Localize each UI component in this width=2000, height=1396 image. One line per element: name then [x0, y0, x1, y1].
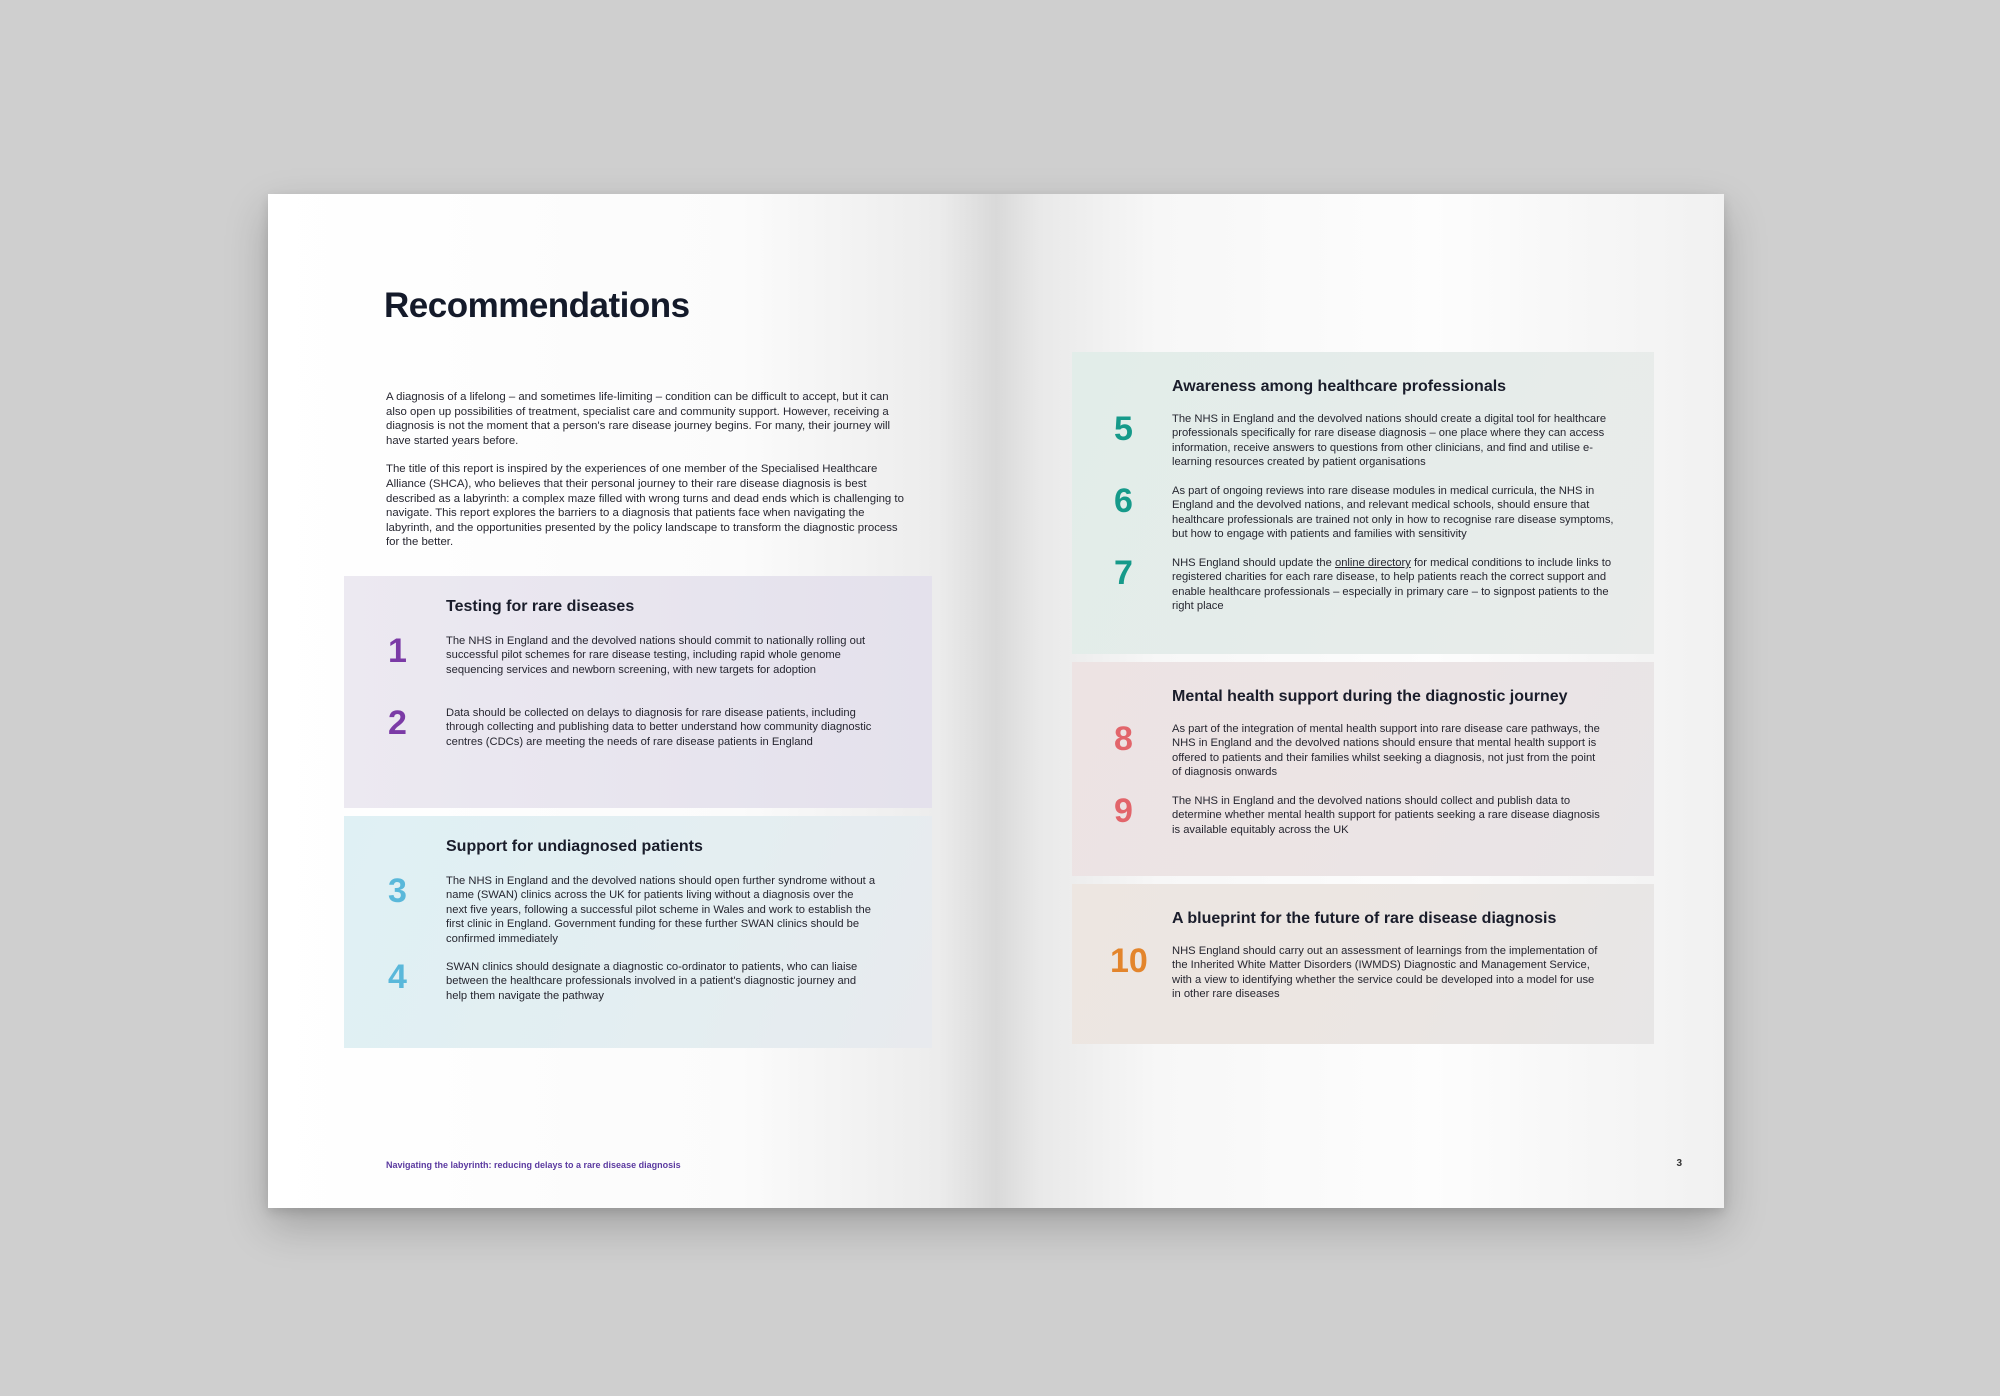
recommendation-number: 4: [388, 958, 407, 996]
page-title: Recommendations: [384, 286, 690, 325]
recommendation-number: 3: [388, 872, 407, 910]
recommendation-text: SWAN clinics should designate a diagnostic co-ordinator to patients, who can liaise between the healthcare professionals involved in a patient's diagnostic journey and help them navigate the pathway: [446, 961, 858, 1002]
recommendation-text-end: for medical conditions to include links to registered charities for each rare disease, to help patients reach the correct support and enable healthcare professionals – especially in primary care – to signpost patients to the right place: [1172, 557, 1612, 613]
recommendation-text: NHS England should carry out an assessment of learnings from the implementation of the Inherited White Matter Disorders (IWMDS) Diagnostic and Management Service, with a view to identifying whether the service could be developed into a model for use in other rare diseases: [1172, 945, 1598, 1001]
section-undiagnosed: [344, 816, 932, 1048]
brochure-spread: [268, 194, 1724, 1208]
section-heading: Awareness among healthcare professionals: [1172, 378, 1507, 395]
recommendation-number: 9: [1114, 792, 1133, 830]
recommendation-text: Data should be collected on delays to diagnosis for rare disease patients, including through collecting and publishing data to better understand how community diagnostic centres (CDCs) are meeting the needs of rare disease patients in England: [446, 707, 872, 748]
recommendation-number: 5: [1114, 410, 1133, 448]
section-awareness: [1072, 352, 1654, 654]
section-heading: Mental health support during the diagnostic journey: [1172, 688, 1568, 705]
recommendation-text: The NHS in England and the devolved nations should open further syndrome without a name (SWAN) clinics across the UK for patients living without a diagnosis over the next five years, following a successful pilot scheme in Wales and work to establish the first clinic in England. Government funding for these further SWAN clinics should be confirmed immediately: [446, 875, 876, 945]
recommendation-number: 6: [1114, 482, 1133, 520]
recommendation-text: The NHS in England and the devolved nations should commit to nationally rolling out successful pilot schemes for rare disease testing, including rapid whole genome sequencing services and newborn screening, with new targets for adoption: [446, 635, 866, 676]
recommendation-number: 2: [388, 704, 407, 742]
section-mental-health: [1072, 662, 1654, 876]
recommendation-number: 10: [1110, 942, 1148, 980]
section-testing: [344, 576, 932, 808]
recommendation-number: 8: [1114, 720, 1133, 758]
recommendation-text: [1172, 556, 1618, 614]
recommendation-text: The NHS in England and the devolved nations should create a digital tool for healthcare professionals specifically for rare disease diagnosis – one place where they can access information, receive answers to questions from other clinicians, and find and utilise e-learning resources created by patient organisations: [1172, 413, 1607, 469]
recommendation-number: 7: [1114, 554, 1133, 592]
recommendation-number: 1: [388, 632, 407, 670]
left-page: [268, 194, 996, 1208]
footer-title: Navigating the labyrinth: reducing delays to a rare disease diagnosis: [386, 1160, 681, 1170]
section-heading: Testing for rare diseases: [446, 598, 635, 615]
right-page: [996, 194, 1724, 1208]
section-heading: A blueprint for the future of rare disease diagnosis: [1172, 910, 1557, 927]
online-directory-link[interactable]: online directory: [1334, 557, 1411, 569]
intro-paragraph: A diagnosis of a lifelong – and sometimes life-limiting – condition can be difficult to accept, but it can also open up possibilities of treatment, specialist care and community support. However, receiving a diagnosis is not the moment that a person's rare disease journey begins. For many, their journey will have started years before.: [386, 391, 891, 447]
recommendation-text: As part of the integration of mental health support into rare disease care pathways, the NHS in England and the devolved nations should ensure that mental health support is offered to patients and their families whilst seeking a diagnosis, not just from the point of diagnosis onwards: [1172, 723, 1600, 779]
section-blueprint: [1072, 884, 1654, 1044]
recommendation-text: The NHS in England and the devolved nations should collect and publish data to determine whether mental health support for patients seeking a rare disease diagnosis is available equitably across the UK: [1172, 795, 1600, 836]
intro-paragraph: The title of this report is inspired by the experiences of one member of the Specialised Healthcare Alliance (SHCA), who believes that their personal journey to their rare disease diagnosis is best described as a labyrinth: a complex maze filled with wrong turns and dead ends which is challenging to navigate. This report explores the barriers to a diagnosis that patients face when navigating the labyrinth, and the opportunities presented by the policy landscape to transform the diagnostic process for the better.: [386, 463, 904, 549]
section-heading: Support for undiagnosed patients: [446, 838, 703, 855]
recommendation-text-start: NHS England should update the: [1172, 557, 1335, 569]
intro-text: [386, 390, 906, 564]
recommendation-text: As part of ongoing reviews into rare disease modules in medical curricula, the NHS in England and the devolved nations, and relevant medical schools, should ensure that healthcare professionals are trained not only in how to recognise rare disease symptoms, but how to engage with patients and families with sensitivity: [1172, 485, 1614, 541]
page-number: 3: [1676, 1158, 1682, 1169]
